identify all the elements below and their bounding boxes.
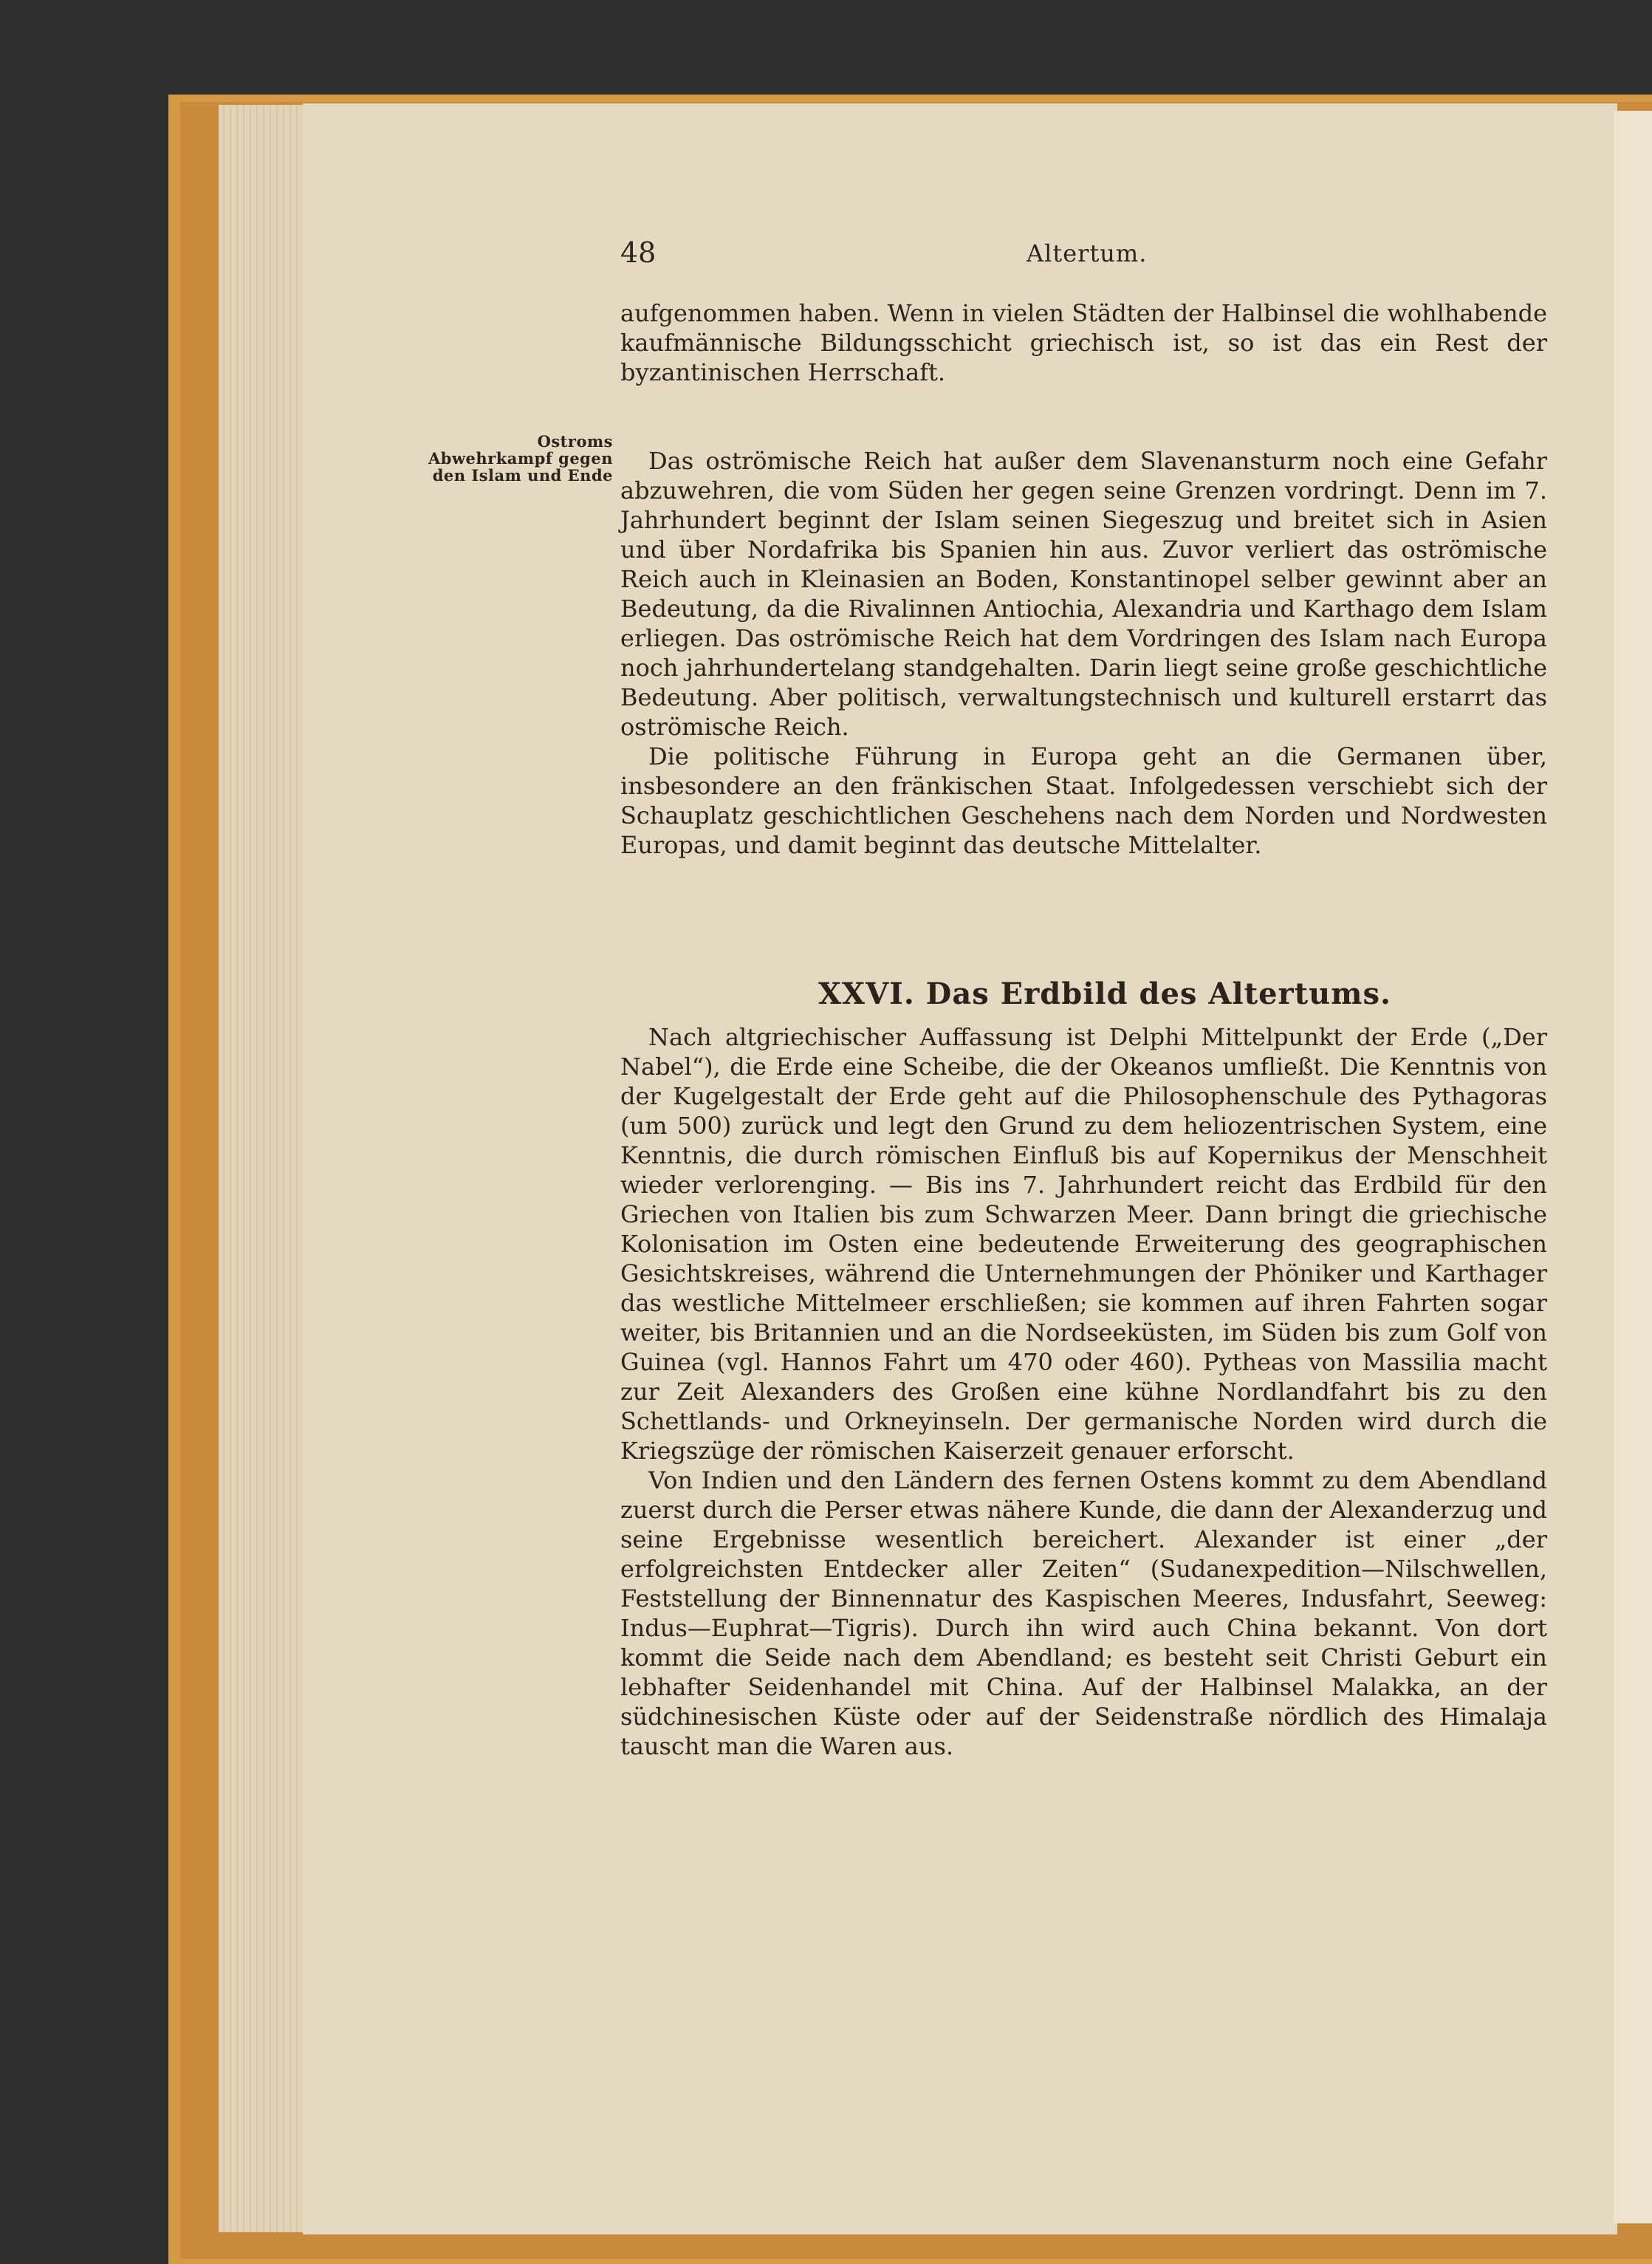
page-number: 48 — [620, 236, 657, 269]
paragraph: Von Indien und den Ländern des fernen Ostens kommt zu dem Abendland zuerst durch die Perser etwas nähere Kunde, die dann der Alexanderzug und seine Ergebnisse wesentlich bereichert. Alexander ist einer „der erfolgreichsten Entdecker aller Zeiten“ (Sudanexpedition—Nilschwellen, Feststellung der Binnennatur des Kaspischen Meeres, Indusfahrt, Seeweg: Indus—Euphrat—Tigris). Durch ihn wird auch China bekannt. Von dort kommt die Seide nach dem Abendland; es besteht seit Christi Geburt ein lebhafter Seidenhandel mit China. Auf der Halbinsel Malakka, an der südchinesischen Küste oder auf der Seidenstraße nördlich des Himalaja tauscht man die Waren aus. — [620, 1466, 1547, 1760]
section-erdbild — [620, 1022, 1547, 1761]
running-head: Altertum. — [1026, 239, 1148, 267]
paragraph: Das oströmische Reich hat außer dem Slavenansturm noch eine Gefahr abzuwehren, die vom Süden her gegen seine Grenzen vordringt. Denn im 7. Jahrhundert beginnt der Islam seinen Siegeszug und breitet sich in Asien und über Nordafrika bis Spanien hin aus. Zuvor verliert das oströmische Reich auch in Kleinasien an Boden, Konstantinopel selber gewinnt aber an Bedeutung, da die Rivalinnen Antiochia, Alexandria und Karthago dem Islam erliegen. Das oströmische Reich hat dem Vordringen des Islam nach Europa noch jahrhundertelang standgehalten. Darin liegt seine große geschichtliche Bedeutung. Aber politisch, verwaltungstechnisch und kulturell erstarrt das oströmische Reich. — [620, 447, 1547, 741]
paragraph: Nach altgriechischer Auffassung ist Delphi Mittelpunkt der Erde („Der Nabel“), die Erde eine Scheibe, die der Okeanos umfließt. Die Kenntnis von der Kugelgestalt der Erde geht auf die Philosophenschule des Pythagoras (um 500) zurück und legt den Grund zu dem heliozentrischen System, eine Kenntnis, die durch römischen Einfluß bis auf Kopernikus der Menschheit wieder verlorenging. — Bis ins 7. Jahrhundert reicht das Erdbild für den Griechen von Italien bis zum Schwarzen Meer. Dann bringt die griechische Kolonisation im Osten eine bedeutende Erweiterung des geographischen Gesichtskreises, während die Unternehmungen der Phöniker und Karthager das westliche Mittelmeer erschließen; sie kommen auf ihren Fahrten sogar weiter, bis Britannien und an die Nordseeküsten, im Süden bis zum Golf von Guinea (vgl. Hannos Fahrt um 470 oder 460). Pytheas von Massilia macht zur Zeit Alexanders des Großen eine kühne Nordlandfahrt bis zu den Schettlands- und Orkneyinseln. Der germanische Norden wird durch die Kriegszüge der römischen Kaiserzeit genauer erforscht. — [620, 1023, 1547, 1465]
top-paragraph — [620, 298, 1547, 387]
paragraph: Die politische Führung in Europa geht an die Germanen über, insbesondere an den fränkischen Staat. Infolgedessen verschiebt sich der Schauplatz geschichtlichen Geschehens nach dem Norden und Nordwesten Europas, und damit beginnt das deutsche Mittelalter. — [620, 742, 1547, 859]
page-header — [620, 236, 1551, 273]
page-edges — [219, 105, 307, 2232]
facing-page-edge — [1614, 111, 1652, 2223]
section-heading: XXVI. Das Erdbild des Altertums. — [818, 977, 1391, 1011]
marginal-note: Ostroms Abwehrkampf gegen den Islam und Ende — [428, 432, 613, 485]
continued-paragraph: aufgenommen haben. Wenn in vielen Städten der Halbinsel die wohlhabende kaufmännische Bildungsschicht griechisch ist, so ist das ein Rest der byzantinischen Herrschaft. — [620, 299, 1547, 386]
section-ostrom — [620, 446, 1547, 860]
